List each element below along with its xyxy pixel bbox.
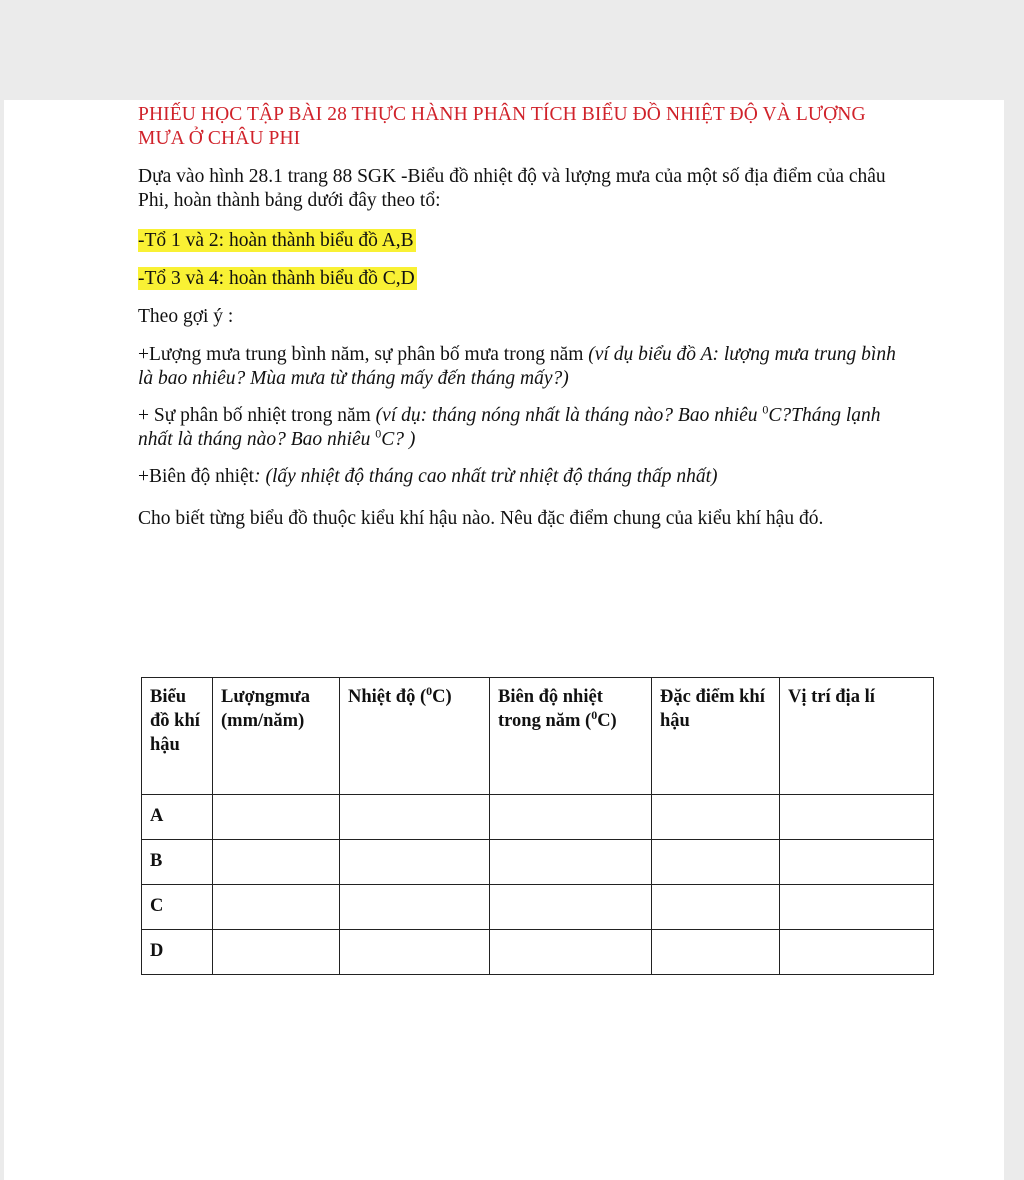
features-cell[interactable] <box>652 840 780 885</box>
degree-sup-a: 0 <box>762 402 769 417</box>
features-cell[interactable] <box>652 795 780 840</box>
task-group-3-4-highlight: -Tổ 3 và 4: hoàn thành biểu đồ C,D <box>138 268 415 289</box>
hint-amplitude <box>138 465 898 489</box>
hint-temperature-lead: + Sự phân bố nhiệt trong năm <box>138 405 376 426</box>
row-label: B <box>142 840 213 885</box>
hint-temperature <box>138 404 898 452</box>
degree-sup-b: 0 <box>375 426 382 441</box>
hint-rainfall-example: (ví dụ biểu đồ A: lượng mưa trung bình là bao nhiêu? Mùa mưa từ tháng mấy đến tháng mấy?) <box>138 344 896 389</box>
task-group-3-4 <box>138 267 898 291</box>
amplitude-cell[interactable] <box>490 840 652 885</box>
table-row <box>142 885 934 930</box>
hint-amplitude-lead: +Biên độ nhiệt <box>138 466 255 487</box>
temperature-cell[interactable] <box>340 840 490 885</box>
amplitude-cell[interactable] <box>490 885 652 930</box>
table-row <box>142 840 934 885</box>
header-temperature-text: Nhiệt độ ( <box>348 687 427 707</box>
row-label: A <box>142 795 213 840</box>
header-temperature-sup: 0 <box>426 683 433 698</box>
location-cell[interactable] <box>780 795 934 840</box>
rainfall-cell[interactable] <box>213 795 340 840</box>
table-row <box>142 930 934 975</box>
closing-paragraph: Cho biết từng biểu đồ thuộc kiểu khí hậu nào. Nêu đặc điểm chung của kiểu khí hậu đó. <box>138 508 824 529</box>
climate-table <box>141 677 934 975</box>
hint-rainfall-lead: +Lượng mưa trung bình năm, sự phân bố mưa trong năm <box>138 344 589 365</box>
header-amplitude-unit: C) <box>597 711 617 731</box>
task-group-1-2-highlight: -Tổ 1 và 2: hoàn thành biểu đồ A,B <box>138 230 414 251</box>
location-cell[interactable] <box>780 840 934 885</box>
hint-amplitude-example: : (lấy nhiệt độ tháng cao nhất trừ nhiệt độ tháng thấp nhất) <box>254 466 718 487</box>
hint-temperature-example-b: C?Tháng lạnh nhất là tháng nào? Bao nhiêu <box>138 405 881 450</box>
document-content <box>138 103 898 531</box>
features-cell[interactable] <box>652 930 780 975</box>
hint-heading: Theo gợi ý : <box>138 306 234 327</box>
header-chart: Biểu đồ khí hậu <box>142 678 213 795</box>
rainfall-cell[interactable] <box>213 840 340 885</box>
location-cell[interactable] <box>780 885 934 930</box>
document-title: PHIẾU HỌC TẬP BÀI 28 THỰC HÀNH PHÂN TÍCH BIỂU ĐỒ NHIỆT ĐỘ VÀ LƯỢNG MƯA Ở CHÂU PHI <box>138 104 866 149</box>
row-label: D <box>142 930 213 975</box>
temperature-cell[interactable] <box>340 885 490 930</box>
header-temperature-unit: C) <box>432 687 452 707</box>
rainfall-cell[interactable] <box>213 885 340 930</box>
header-rainfall: Lượngmưa (mm/năm) <box>213 678 340 795</box>
header-location: Vị trí địa lí <box>780 678 934 795</box>
hint-rainfall <box>138 343 898 391</box>
amplitude-cell[interactable] <box>490 795 652 840</box>
features-cell[interactable] <box>652 885 780 930</box>
table-header-row <box>142 678 934 795</box>
header-amplitude-text: Biên độ nhiệt trong năm ( <box>498 687 603 731</box>
table-row <box>142 795 934 840</box>
row-label: C <box>142 885 213 930</box>
temperature-cell[interactable] <box>340 930 490 975</box>
task-group-1-2 <box>138 229 898 253</box>
location-cell[interactable] <box>780 930 934 975</box>
intro-paragraph: Dựa vào hình 28.1 trang 88 SGK -Biểu đồ nhiệt độ và lượng mưa của một số địa điểm của châu Phi, hoàn thành bảng dưới đây theo tổ: <box>138 166 886 211</box>
header-amplitude <box>490 678 652 795</box>
amplitude-cell[interactable] <box>490 930 652 975</box>
hint-temperature-example-a: (ví dụ: tháng nóng nhất là tháng nào? Bao nhiêu <box>375 405 763 426</box>
rainfall-cell[interactable] <box>213 930 340 975</box>
temperature-cell[interactable] <box>340 795 490 840</box>
hint-temperature-example-c: C? ) <box>381 429 416 450</box>
header-amplitude-sup: 0 <box>591 707 598 722</box>
header-temperature <box>340 678 490 795</box>
header-climate-features: Đặc điểm khí hậu <box>652 678 780 795</box>
